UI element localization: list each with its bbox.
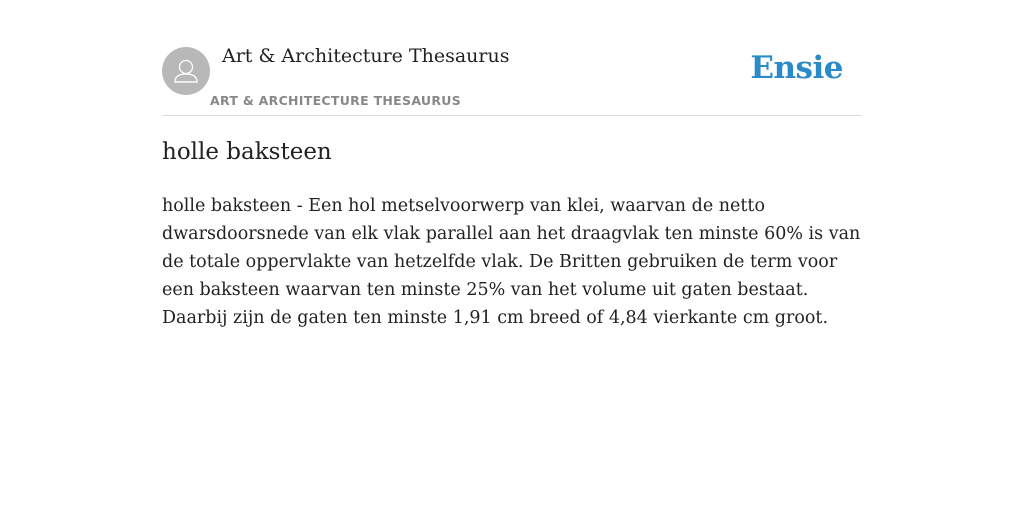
user-avatar-icon[interactable] [162,47,210,95]
ensie-logo[interactable]: Ensie [750,50,843,86]
author-name-link[interactable]: Art & Architecture Thesaurus [222,45,510,67]
entry-header [162,0,862,116]
page-container [162,0,862,328]
entry-definition: holle baksteen - Een hol metselvoorwerp van klei, waarvan de netto dwarsdoorsnede van elk vlak parallel aan het draagvlak ten minste 60% is van de totale oppervlakte van hetzelfde vlak. De Britten gebruiken de term voor een baksteen waarvan ten minste 25% van het volume uit gaten bestaat. Daarbij zijn de gaten ten minste 1,91 cm breed of 4,84 vierkante cm groot. [162,196,861,328]
entry-title: holle baksteen [162,139,332,165]
source-label: ART & ARCHITECTURE THESAURUS [210,93,462,108]
